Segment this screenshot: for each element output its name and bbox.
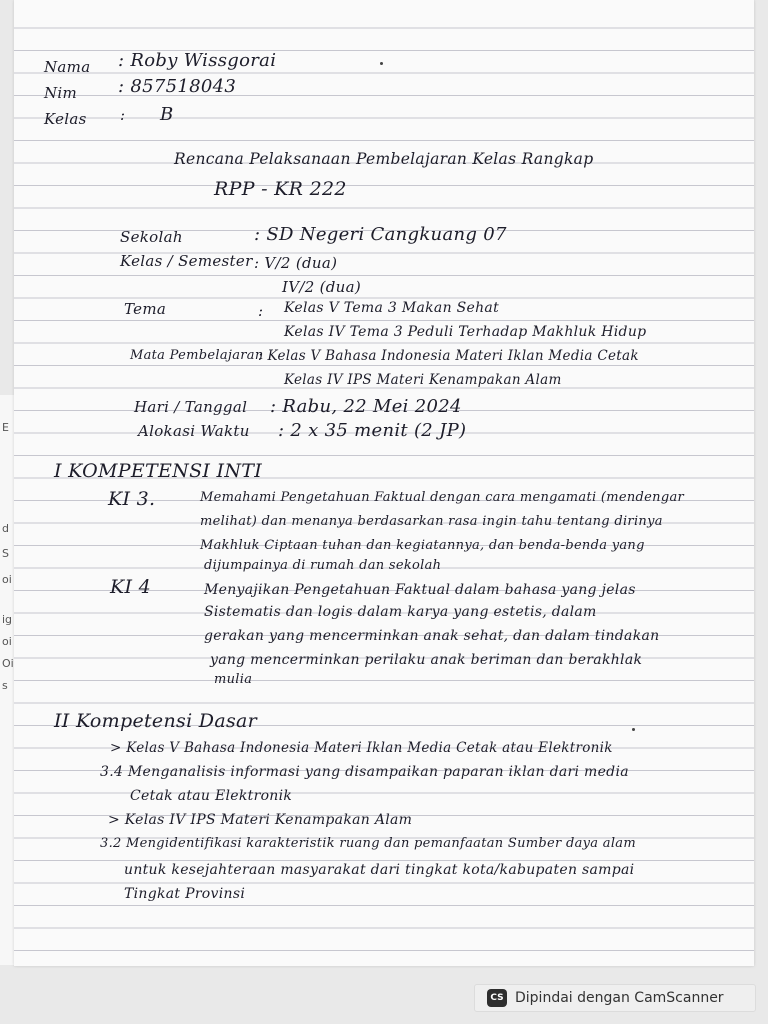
hari-value: : Rabu, 22 Mei 2024	[270, 396, 462, 417]
kelas-label: Kelas	[44, 110, 87, 128]
kelas-colon: :	[120, 106, 126, 124]
ki3-line: Memahami Pengetahuan Faktual dengan cara mengamati (mendengar	[200, 490, 685, 505]
kelas-semester-value-1: : V/2 (dua)	[254, 254, 338, 272]
nim-label: Nim	[44, 84, 78, 102]
sekolah-value: : SD Negeri Cangkuang 07	[254, 224, 507, 245]
kd-line: Tingkat Provinsi	[124, 886, 246, 902]
ink-dot	[380, 62, 383, 65]
kd-line: 3.4 Menganalisis informasi yang disampaikan paparan iklan dari media	[100, 764, 629, 780]
ki3-label: KI 3.	[108, 488, 156, 510]
kd-line: > Kelas V Bahasa Indonesia Materi Iklan Media Cetak atau Elektronik	[110, 740, 613, 756]
kd-line: 3.2 Mengidentifikasi karakteristik ruang dan pemanfaatan Sumber daya alam	[100, 836, 636, 851]
notebook-page	[14, 0, 754, 966]
section-1-heading: I KOMPETENSI INTI	[54, 460, 263, 482]
mapel-value-2: Kelas IV IPS Materi Kenampakan Alam	[284, 372, 562, 388]
tema-colon: :	[258, 302, 264, 320]
ki3-line: dijumpainya di rumah dan sekolah	[204, 558, 442, 573]
document-title: Rencana Pelaksanaan Pembelajaran Kelas Rangkap	[174, 150, 594, 168]
nim-value: : 857518043	[118, 76, 237, 97]
tema-label: Tema	[124, 300, 167, 318]
mapel-label: Mata Pembelajaran	[130, 348, 264, 363]
tema-value-2: Kelas IV Tema 3 Peduli Terhadap Makhluk Hidup	[284, 324, 647, 340]
edge-letter: s	[2, 679, 8, 692]
kelas-semester-value-2: IV/2 (dua)	[282, 278, 362, 296]
edge-letter: oi	[2, 573, 12, 586]
alokasi-value: : 2 x 35 menit (2 JP)	[278, 420, 467, 441]
camscanner-text: Dipindai dengan CamScanner	[515, 990, 724, 1006]
edge-letter: E	[2, 421, 9, 434]
document-code: RPP - KR 222	[214, 178, 347, 200]
kelas-semester-label: Kelas / Semester	[120, 252, 253, 270]
ki4-line: Sistematis dan logis dalam karya yang estetis, dalam	[204, 604, 597, 620]
ink-dot	[632, 728, 635, 731]
edge-letter: Oi	[2, 657, 14, 670]
ki3-line: melihat) dan menanya berdasarkan rasa ingin tahu tentang dirinya	[200, 514, 663, 529]
alokasi-label: Alokasi Waktu	[138, 422, 250, 440]
edge-letter: d	[2, 522, 9, 535]
hari-label: Hari / Tanggal	[134, 398, 248, 416]
kd-line: Cetak atau Elektronik	[130, 788, 293, 804]
ki4-line: mulia	[214, 672, 253, 687]
camscanner-watermark	[474, 984, 756, 1012]
kd-line: > Kelas IV IPS Materi Kenampakan Alam	[108, 812, 413, 828]
ki3-line: Makhluk Ciptaan tuhan dan kegiatannya, dan benda-benda yang	[200, 538, 645, 553]
edge-letter: S	[2, 547, 9, 560]
ki4-line: Menyajikan Pengetahuan Faktual dalam bahasa yang jelas	[204, 582, 636, 598]
nama-value: : Roby Wissgorai	[118, 50, 277, 71]
section-2-heading: II Kompetensi Dasar	[54, 710, 258, 732]
ki4-label: KI 4	[110, 576, 152, 598]
camscanner-logo-icon: CS	[487, 989, 507, 1007]
tema-value-1: Kelas V Tema 3 Makan Sehat	[284, 300, 499, 316]
mapel-value-1: : Kelas V Bahasa Indonesia Materi Iklan Media Cetak	[258, 348, 639, 364]
ki4-line: yang mencerminkan perilaku anak beriman dan berakhlak	[210, 652, 643, 668]
kelas-value: B	[160, 104, 174, 125]
edge-letter: ig	[2, 613, 13, 626]
nama-label: Nama	[44, 58, 91, 76]
ki4-line: gerakan yang mencerminkan anak sehat, dan dalam tindakan	[204, 628, 660, 644]
sekolah-label: Sekolah	[120, 228, 183, 246]
kd-line: untuk kesejahteraan masyarakat dari tingkat kota/kabupaten sampai	[124, 862, 635, 878]
edge-letter: oi	[2, 635, 12, 648]
